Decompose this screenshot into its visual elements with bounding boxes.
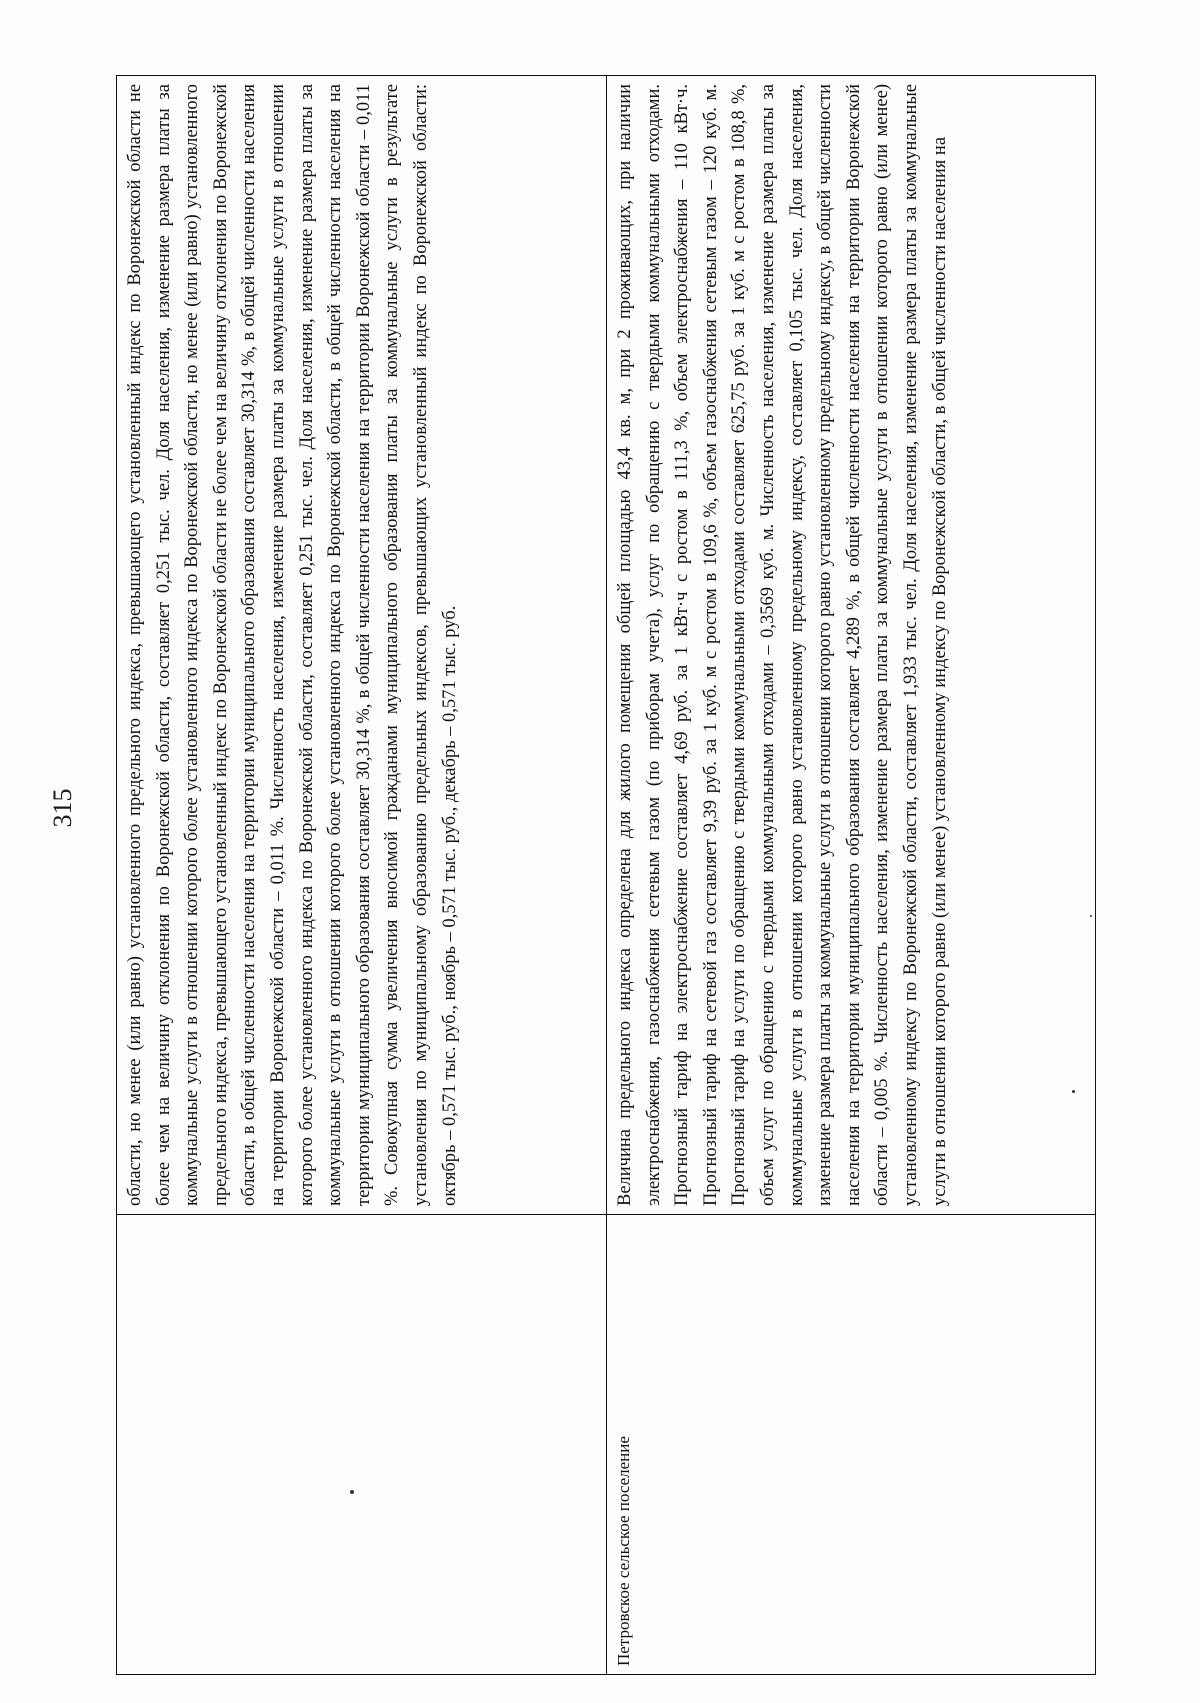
page-number: 315 (48, 788, 77, 828)
scan-speck (1072, 1090, 1075, 1093)
rotated-landscape-content (116, 75, 1116, 1675)
document-table (116, 75, 1096, 1675)
municipality-name-cell: Петровское сельское поселение (607, 1214, 1095, 1674)
table-row (607, 76, 1095, 1674)
scan-speck (1090, 915, 1092, 917)
municipality-name-cell (117, 1214, 606, 1674)
table-row (117, 76, 607, 1674)
description-cell: области, но менее (или равно) установленного предельного индекса, превышающего установленный индекс по Воронежской области не более чем на величину отклонения по Воронежской области, составляет 0,251 тыс. чел. Доля населения, изменение размера платы за коммунальные услуги в отношении которого более установленного индекса по Воронежской области, но менее (или равно) установленного предельного индекса, превышающего установленный индекс по Воронежской области не более чем на величину отклонения по Воронежской области, в общей численности населения на территории муниципального образования составляет 30,314 %, в общей численности населения на территории Воронежской области – 0,011 %. Численность населения, изменение размера платы за коммунальные услуги в отношении которого более установленного индекса по Воронежской области, составляет 0,251 тыс. чел. Доля населения, изменение размера платы за коммунальные услуги в отношении которого более установленного индекса по Воронежской области, в общей численности населения на территории муниципального образования составляет 30,314 %, в общей численности населения на территории Воронежской области – 0,011 %. Совокупная сумма увеличения вносимой гражданами муниципального образования платы за коммунальные услуги в результате установления по муниципальному образованию предельных индексов, превышающих установленный индекс по Воронежской области: октябрь – 0,571 тыс. руб., ноябрь – 0,571 тыс. руб., декабрь – 0,571 тыс. руб. (125, 84, 460, 1206)
description-cell: Величина предельного индекса определена для жилого помещения общей площадью 43,4 кв. м, при 2 проживающих, при наличии электроснабжения, газоснабжения сетевым газом (по приборам учета), услуг по обращению с твердыми коммунальными отходами. Прогнозный тариф на электроснабжение составляет 4,69 руб. за 1 кВт·ч с ростом в 111,3 %, объем электроснабжения – 110 кВт·ч. Прогнозный тариф на сетевой газ составляет 9,39 руб. за 1 куб. м с ростом в 109,6 %, объем газоснабжения сетевым газом – 120 куб. м. Прогнозный тариф на услуги по обращению с твердыми коммунальными отходами составляет 625,75 руб. за 1 куб. м с ростом в 108,8 %, объем услуг по обращению с твердыми коммунальными отходами – 0,3569 куб. м. Численность населения, изменение размера платы за коммунальные услуги в отношении которого равно установленному предельному индексу, составляет 0,105 тыс. чел. Доля населения, изменение размера платы за коммунальные услуги в отношении которого равно установленному предельному индексу, в общей численности населения на территории муниципального образования составляет 4,289 %, в общей численности населения на территории Воронежской области – 0,005 %. Численность населения, изменение размера платы за коммунальные услуги в отношении которого равно (или менее) установленному индексу по Воронежской области, составляет 1,933 тыс. чел. Доля населения, изменение размера платы за коммунальные услуги в отношении которого равно (или менее) установленному индексу по Воронежской области, в общей численности населения на (615, 84, 950, 1206)
scan-speck (350, 1490, 354, 1494)
